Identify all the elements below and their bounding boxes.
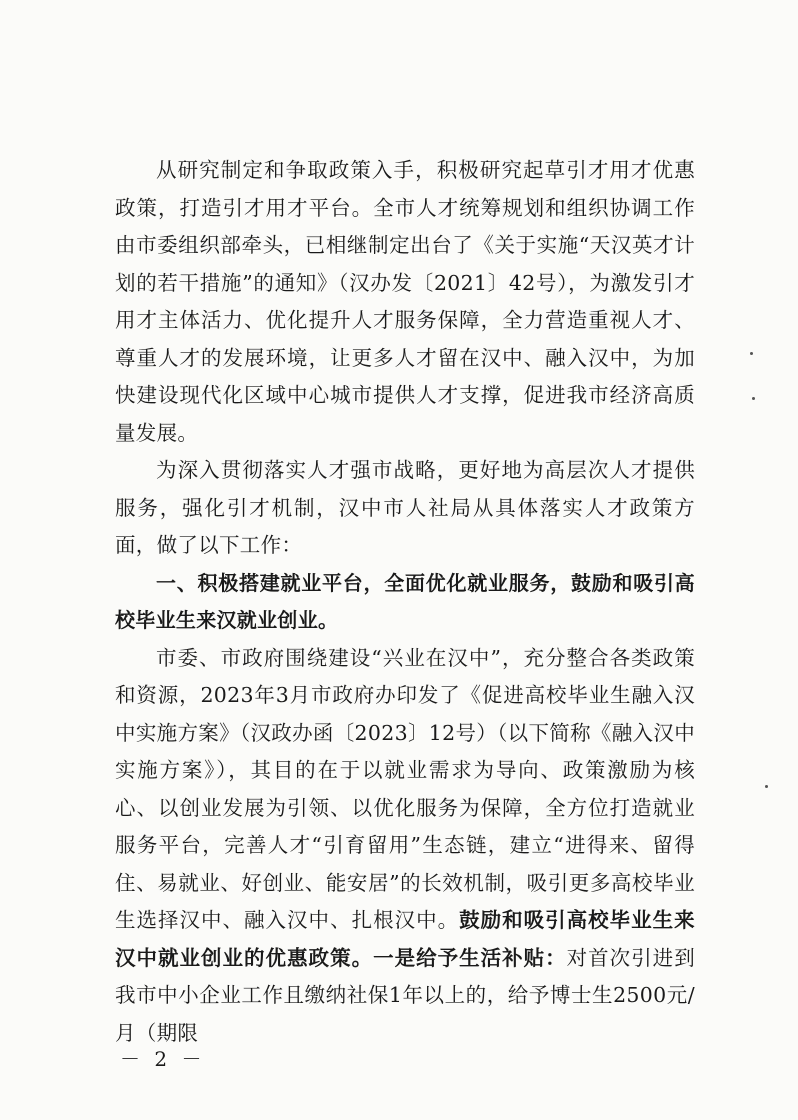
paragraph-graduate-plan-text: 市委、市政府围绕建设“兴业在汉中”，充分整合各类政策和资源，2023年3月市政府办印发了《促进高校毕业生融入汉中实施方案》（汉政办函〔2023〕12号）（以下简称《融入汉中实施方案》），其目的在于以就业需求为导向、政策激励为核心、以创业发展为引领、以优化服务为保障，全方位打造就业服务平台，完善人才“引育留用”生态链，建立“进得来、留得住、易就业、好创业、能安居”的长效机制，吸引更多高校毕业生选择汉中、融入汉中、扎根汉中。 xyxy=(115,645,695,932)
paragraph-subsidy-tail: 对首次引进到我市中小企业工作且缴纳社保1年以上的，给予博士生2500元/月（期限 xyxy=(115,945,695,1045)
section-heading-1: 一、积极搭建就业平台，全面优化就业服务，鼓励和吸引高校毕业生来汉就业创业。 xyxy=(115,570,695,632)
bold-policy-lead: 鼓励和吸引高校毕业生来汉中就业创业的优惠政策。 xyxy=(115,908,695,970)
scan-speck xyxy=(765,785,768,788)
scan-speck xyxy=(750,352,753,355)
paragraph-graduate-plan xyxy=(115,640,695,1053)
scan-speck xyxy=(752,397,755,400)
paragraph-policy-intro: 从研究制定和争取政策入手，积极研究起草引才用才优惠政策，打造引才用才平台。全市人才统筹规划和组织协调工作由市委组织部牵头，已相继制定出台了《关于实施“天汉英才计划的若干措施”的通知》（汉办发〔2021〕42号），为激发引才用才主体活力、优化提升人才服务保障，全力营造重视人才、尊重人才的发展环境，让更多人才留在汉中、融入汉中，为加快建设现代化区域中心城市提供人才支撑，促进我市经济高质量发展。 xyxy=(115,158,695,445)
document-body xyxy=(115,152,695,1052)
page-number: － 2 － xyxy=(120,1047,206,1071)
bold-living-subsidy: 一是给予生活补贴： xyxy=(373,945,567,970)
paragraph-hrss-work: 为深入贯彻落实人才强市战略，更好地为高层次人才提供服务，强化引才机制，汉中市人社局从具体落实人才政策方面，做了以下工作： xyxy=(115,458,695,557)
